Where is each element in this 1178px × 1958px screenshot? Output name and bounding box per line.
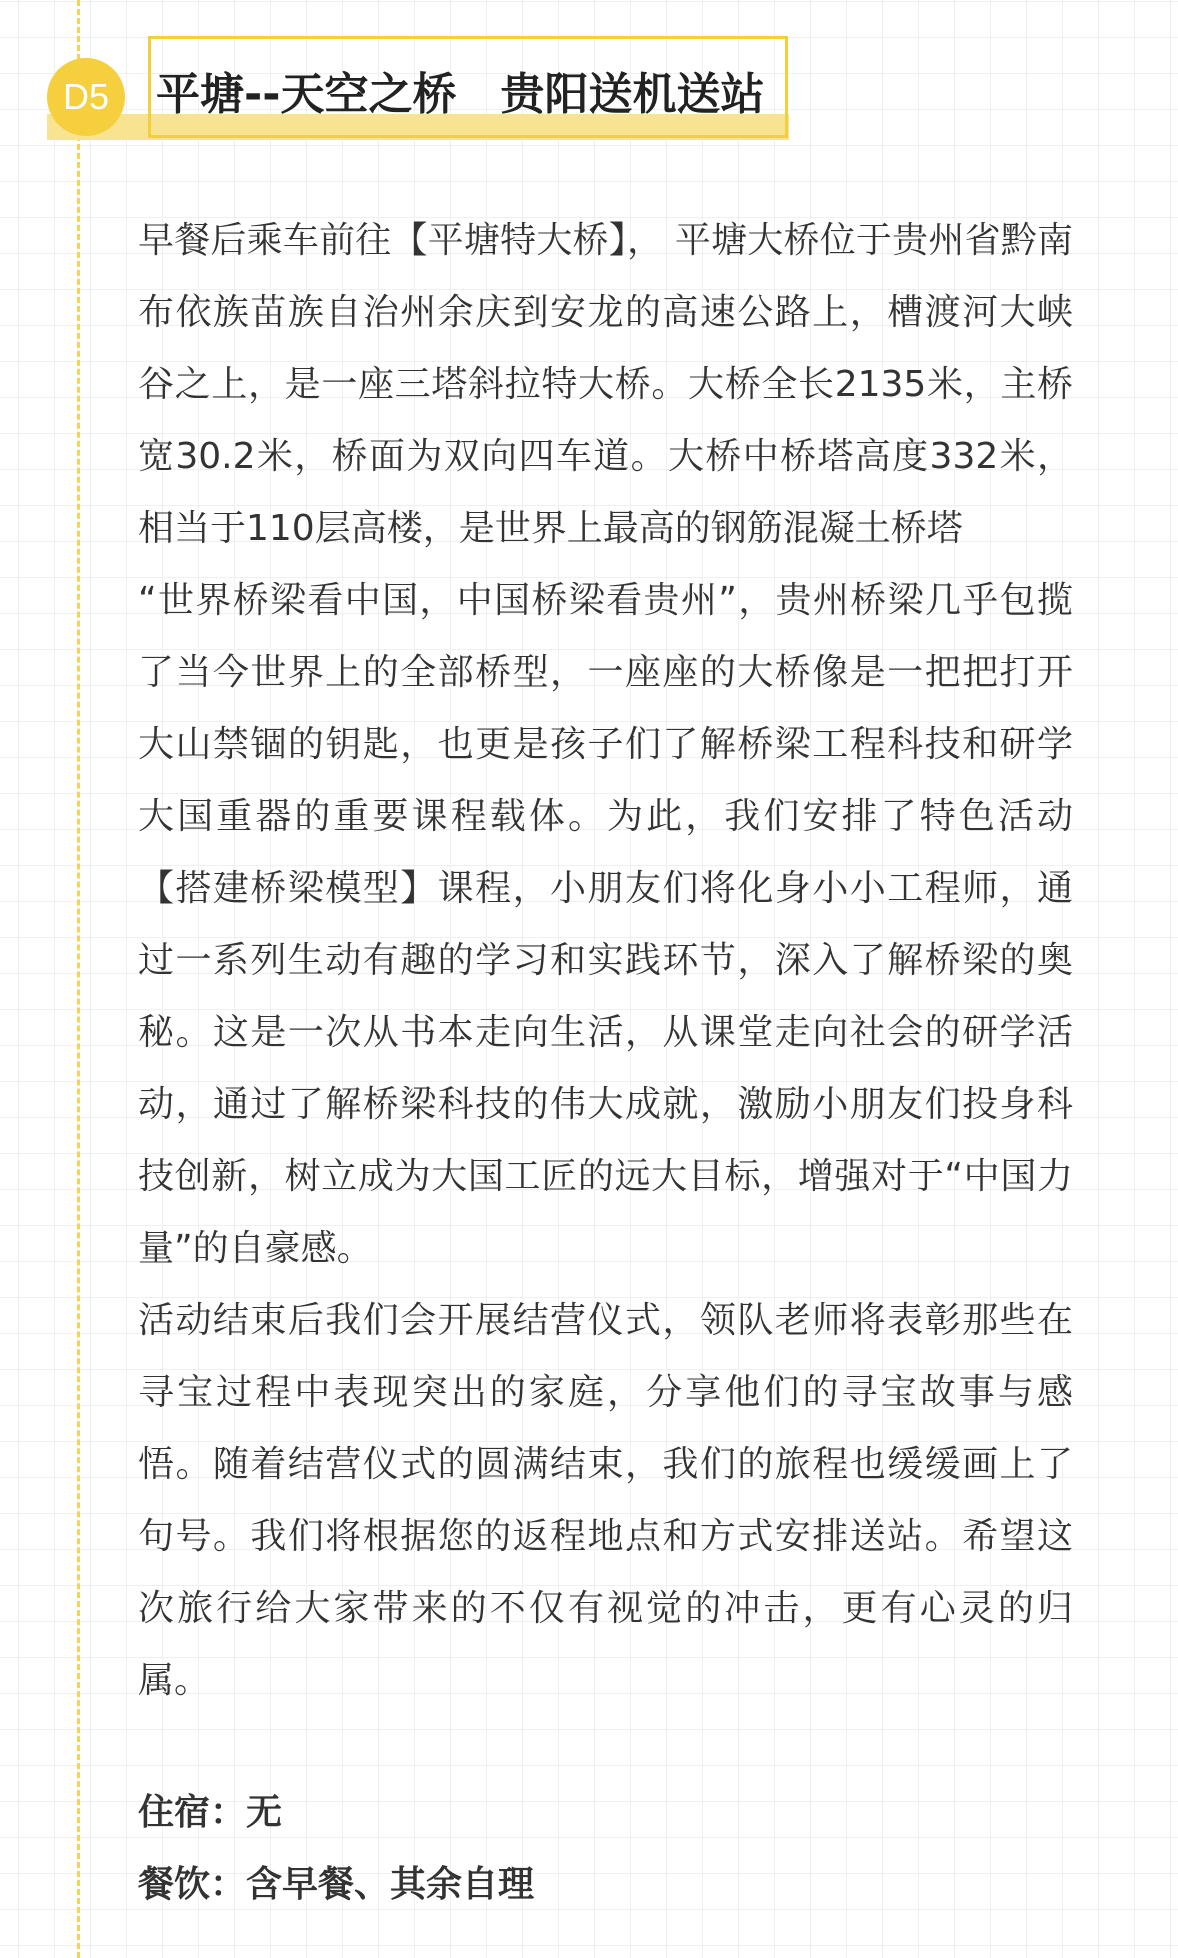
meals-info: 餐饮：含早餐、其余自理 bbox=[138, 1864, 535, 1905]
lodging-info: 住宿：无 bbox=[138, 1792, 283, 1833]
day-badge: D5 bbox=[47, 58, 125, 136]
day-title: 平塘--天空之桥 贵阳送机送站 bbox=[156, 69, 765, 120]
timeline-dashed-line bbox=[77, 0, 80, 1958]
day-info bbox=[138, 1777, 1073, 1921]
day-description bbox=[138, 205, 1073, 1717]
paragraph-bridge-activity: “世界桥梁看中国，中国桥梁看贵州”，贵州桥梁几乎包揽了当今世界上的全部桥型，一座座的大桥像是一把把打开大山禁锢的钥匙，也更是孩子们了解桥梁工程科技和研学大国重器的重要课程载体。为此，我们安排了特色活动【搭建桥梁模型】课程，小朋友们将化身小小工程师，通过一系列生动有趣的学习和实践环节，深入了解桥梁的奥秘。这是一次从书本走向生活，从课堂走向社会的研学活动，通过了解桥梁科技的伟大成就，激励小朋友们投身科技创新，树立成为大国工匠的远大目标，增强对于“中国力量”的自豪感。 bbox=[138, 580, 1073, 1269]
paragraph-bridge-intro: 早餐后乘车前往【平塘特大桥】， 平塘大桥位于贵州省黔南布依族苗族自治州余庆到安龙的高速公路上，槽渡河大峡谷之上，是一座三塔斜拉特大桥。大桥全长2135米，主桥宽30.2米，桥面为双向四车道。大桥中桥塔高度332米，相当于110层高楼，是世界上最高的钢筋混凝土桥塔 bbox=[138, 220, 1073, 549]
paragraph-closing-ceremony: 活动结束后我们会开展结营仪式，领队老师将表彰那些在寻宝过程中表现突出的家庭，分享他们的寻宝故事与感悟。随着结营仪式的圆满结束，我们的旅程也缓缓画上了句号。我们将根据您的返程地点和方式安排送站。希望这次旅行给大家带来的不仅有视觉的冲击，更有心灵的归属。 bbox=[138, 1300, 1073, 1701]
